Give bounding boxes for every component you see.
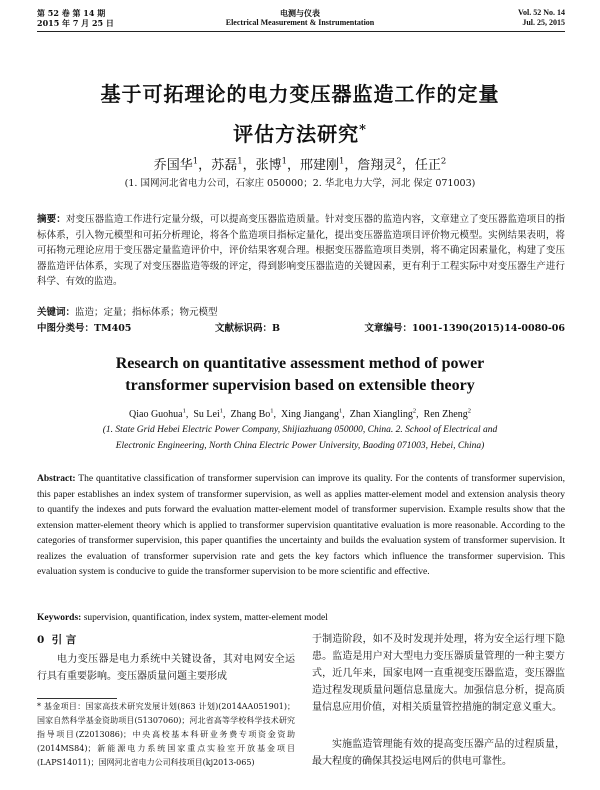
- author-en: Qiao Guohua: [129, 409, 183, 420]
- author-en-sup: 1: [339, 407, 343, 415]
- header-rule: [37, 31, 565, 32]
- author-cn: 张博: [255, 158, 282, 173]
- author-cn: 邢建刚: [300, 158, 340, 173]
- authors-en: Qiao Guohua$^1$, Su Lei$^1$, Zhang Bo$^1$, Xing Jiangang$^1$, Zhan Xiangling$^2$, Ren Zheng$^2$: [129, 407, 471, 420]
- footnote-rule: [37, 698, 117, 699]
- author-cn-sup: 1: [192, 155, 199, 166]
- author-cn-sup: 1: [281, 155, 287, 166]
- document-code: 文献标识码：B: [215, 323, 281, 334]
- keywords-cn-label: 关键词：: [37, 307, 76, 318]
- abstract-cn-label: 摘要：: [37, 214, 66, 225]
- author-en: Zhang Bo: [230, 409, 271, 420]
- affiliation-en-line1: (1. State Grid Hebei Electric Power Company, Shijiazhuang 050000, China. 2. School of Electrical and: [102, 425, 498, 435]
- intro-paragraph-right-2: 实施监造管理能有效的提高变压器产品的过程质量，最大程度的确保其投运电网后的供电可靠性。: [312, 739, 565, 767]
- header-date-cn: 2015 年 7 月 25 日: [37, 18, 114, 28]
- title-en-line2: transformer supervision based on extensible theory: [125, 377, 475, 394]
- title-cn-line2-text: 评估方法研究: [233, 122, 360, 146]
- title-en-line1: Research on quantitative assessment method of power: [115, 355, 485, 372]
- author-en: Su Lei: [193, 409, 220, 420]
- affiliation-cn: (1. 国网河北省电力公司，石家庄 050000；2. 华北电力大学，河北 保定 071003): [124, 178, 476, 189]
- intro-paragraph-right-1: 于制造阶段，如不及时发现并处理，将为安全运行埋下隐患。监造是用户对大型电力变压器质量管理的一种主要方式，近几年来，国家电网一直重视变压器监造，变压器监造过程发现质量问题信息量庞大。加强信息分析，提高质量信息应用价值，对相关质量管控措施的制定意义重大。: [312, 634, 565, 713]
- keywords-cn: [37, 305, 565, 321]
- author-en-sup: 2: [467, 407, 471, 415]
- author-cn: 任正: [414, 158, 441, 173]
- author-en-sup: 1: [219, 407, 224, 415]
- author-en-sup: 1: [182, 407, 186, 415]
- authors-cn: 乔国华$^1$，苏磊$^1$，张博$^1$，邢建刚$^1$，詹翔灵$^2$，任正$^2$: [153, 155, 447, 173]
- clc-number: 中图分类号：TM405: [37, 323, 132, 334]
- author-cn: 詹翔灵: [357, 158, 397, 173]
- author-en-sup: 1: [270, 407, 274, 415]
- author-cn-sup: 2: [440, 155, 447, 166]
- keywords-en-label: Keywords:: [37, 613, 82, 623]
- section-heading-introduction: [37, 633, 76, 647]
- article-number: 文章编号：1001-1390(2015)14-0080-06: [364, 323, 565, 334]
- author-cn-sup: 1: [237, 155, 243, 166]
- affiliation-en-line2: Electronic Engineering, North China Electric Power University, Baoding 071003, Hebei, China): [115, 441, 485, 451]
- header-journal-cn: 电测与仪表: [280, 8, 320, 18]
- abstract-cn: [37, 212, 565, 290]
- section-title: 引 言: [51, 634, 77, 646]
- author-en: Xing Jiangang: [280, 409, 340, 420]
- author-cn: 乔国华: [153, 158, 193, 173]
- author-en-sup: 2: [412, 407, 417, 415]
- abstract-en-text: The quantitative classification of transformer supervision can improve its quality. For the contents of transformer supervision, this paper establishes an index system of transformer supervision, as well as applies matter-element model and extension analysis theory to quantify the indexes and puts forward the evaluation matter-element model of transformer supervision. Example results show that the extension matter-element theory which is applied to transformer supervision quantitative evaluation is more reasonable. According to the categories of transformer supervision, this paper quantifies the uncertainty and builds the evaluation system of transformer supervision. It realizes the evaluation of transformer supervision rate and gets the key factors which influence the transformer supervision. This evaluation system is conducive to guide the transformer supervision to be more scientific and effective.: [37, 474, 565, 577]
- abstract-en-label: Abstract:: [37, 474, 76, 484]
- author-cn-sup: 1: [339, 155, 345, 166]
- title-cn-line1: 基于可拓理论的电力变压器监造工作的定量: [100, 82, 500, 106]
- abstract-en: [37, 472, 565, 581]
- abstract-cn-text: 对变压器监造工作进行定量分级，可以提高变压器监造质量。针对变压器的监造内容，文章建立了变压器监造项目的指标体系，引入物元模型和可拓分析理论，将各个监造项目指标定量化，提出变压器监造项目评价物元模型。实例结果表明，将可拓物元理论应用于变压器定量监造评价中，评价结果客观合理。根据变压器监造项目类别，将不确定因素量化，构建了变压器监造评估体系，实现了对变压器监造等级的评定，得到影响变压器监造的关键因素，更有利于工程实际中对变压器生产进行科学、有效的监造。: [37, 214, 565, 287]
- author-cn: 苏磊: [211, 158, 238, 173]
- title-cn-line2: [0, 118, 600, 147]
- keywords-en: [37, 611, 565, 627]
- header-vol-issue-cn: 第 52 卷 第 14 期: [37, 8, 106, 18]
- section-number: 0: [37, 634, 45, 646]
- keywords-cn-text: 监造；定量；指标体系；物元模型: [75, 307, 218, 318]
- keywords-en-text: supervision, quantification, index system, matter-element model: [83, 613, 328, 623]
- header-journal-en: Electrical Measurement & Instrumentation: [225, 18, 375, 27]
- intro-paragraph-left: 电力变压器是电力系统中关键设备，其对电网安全运行具有重要影响。变压器质量问题主要形成: [37, 654, 295, 682]
- title-fund-mark: *: [359, 122, 367, 138]
- footnote-funding: * 基金项目：国家高技术研究发展计划(863 计划)(2014AA051901)；国家自然科学基金资助项目(51307060)；河北省高等学校科学技术研究指导项目(Z2013086)；中央高校基本科研业务费专项资金资助(2014MS84)；新能源电力系统国家重点实验室开放基金项目(LAPS14011)；国网河北省电力公司科技项目(kj2013-065): [37, 702, 295, 767]
- author-en: Zhan Xiangling: [349, 409, 413, 420]
- author-en: Ren Zheng: [423, 409, 468, 420]
- header-vol-issue-en: Vol. 52 No. 14: [517, 8, 565, 17]
- author-cn-sup: 2: [396, 155, 402, 166]
- header-date-en: Jul. 25, 2015: [522, 18, 565, 27]
